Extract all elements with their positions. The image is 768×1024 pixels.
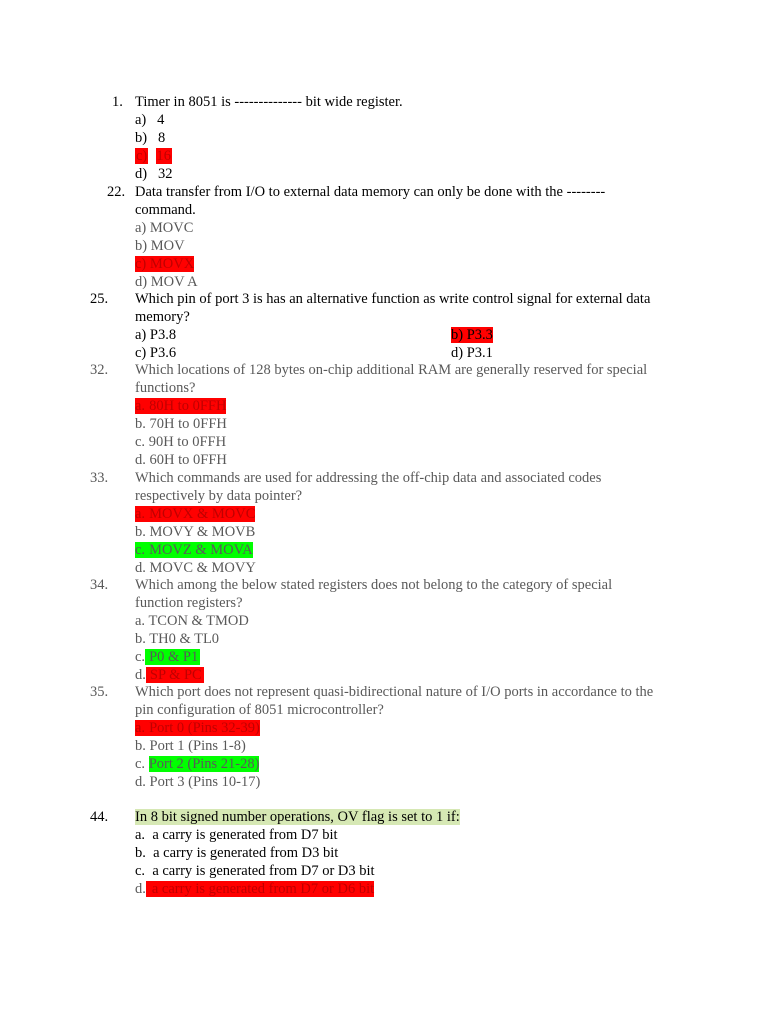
option-b: b. Port 1 (Pins 1-8) — [135, 738, 246, 754]
option-b: b) 8 — [135, 130, 166, 146]
question-text-line2: memory? — [135, 309, 190, 325]
option-b: b. a carry is generated from D3 bit — [135, 845, 339, 861]
option-c-highlighted: c) MOVX — [135, 256, 195, 272]
option-c: c. 90H to 0FFH — [135, 434, 227, 450]
option-d: d) 32 — [135, 166, 173, 182]
option-d: d) MOV A — [135, 274, 198, 290]
option-a: a. TCON & TMOD — [135, 613, 249, 629]
question-text-line1: Which locations of 128 bytes on-chip additional RAM are generally reserved for special — [135, 362, 648, 378]
question-text-line1: Which commands are used for addressing the off-chip data and associated codes — [135, 470, 602, 486]
option-c-highlighted: c) 16 — [136, 148, 172, 164]
option-a: a) MOVC — [135, 220, 194, 236]
option-a: a. a carry is generated from D7 bit — [135, 827, 338, 843]
option-c-highlighted: c. MOVZ & MOVA — [135, 542, 253, 558]
option-b: b) MOV — [135, 238, 185, 254]
option-a-highlighted: a. Port 0 (Pins 32-39) — [135, 720, 260, 736]
question-text: Timer in 8051 is -------------- bit wide register. — [135, 94, 403, 110]
option-d: d. Port 3 (Pins 10-17) — [135, 774, 261, 790]
question-text-line2: respectively by data pointer? — [135, 488, 303, 504]
question-text-line1: Which port does not represent quasi-bidirectional nature of I/O ports in accordance to the — [135, 684, 654, 700]
question-number: 33. — [90, 470, 109, 486]
option-a: a) 4 — [135, 112, 165, 128]
question-text-line2: command. — [135, 202, 196, 218]
question-number: 35. — [90, 684, 109, 700]
question-text-line1: Which pin of port 3 is has an alternative function as write control signal for external data — [135, 291, 651, 307]
question-number: 32. — [90, 362, 109, 378]
option-c-highlighted: c. Port 2 (Pins 21-28) — [135, 756, 260, 772]
question-text-line1: Data transfer from I/O to external data memory can only be done with the -------- — [135, 184, 606, 200]
option-d: d) P3.1 — [451, 345, 493, 361]
option-a: a) P3.8 — [135, 327, 177, 343]
question-text-line2: function registers? — [135, 595, 243, 611]
question-text: In 8 bit signed number operations, OV flag is set to 1 if: — [135, 809, 460, 825]
question-number: 44. — [90, 809, 109, 825]
option-d: d. 60H to 0FFH — [135, 452, 227, 468]
question-number: 34. — [90, 577, 109, 593]
question-text-line2: functions? — [135, 380, 196, 396]
option-c-highlighted: c. P0 & P1 — [135, 649, 199, 665]
option-c: c) P3.6 — [135, 345, 177, 361]
option-d: d. MOVC & MOVY — [135, 560, 256, 576]
option-d-highlighted: d. SP & PC — [135, 667, 202, 683]
option-b: b. 70H to 0FFH — [135, 416, 227, 432]
option-b-highlighted: b) P3.3 — [451, 327, 493, 343]
question-text-line2: pin configuration of 8051 microcontroller? — [135, 702, 384, 718]
question-number: 25. — [90, 291, 109, 307]
option-a-highlighted: a. MOVX & MOVC — [135, 506, 256, 522]
question-number: 22. — [107, 184, 126, 200]
question-number: 1. — [112, 94, 123, 110]
question-text-line1: Which among the below stated registers does not belong to the category of special — [135, 577, 613, 593]
option-b: b. TH0 & TL0 — [135, 631, 220, 647]
option-a-highlighted: a. 80H to 0FFH — [135, 398, 227, 414]
option-d-highlighted: d. a carry is generated from D7 or D6 bit — [135, 881, 375, 897]
option-b: b. MOVY & MOVB — [135, 524, 256, 540]
option-c: c. a carry is generated from D7 or D3 bit — [135, 863, 375, 879]
